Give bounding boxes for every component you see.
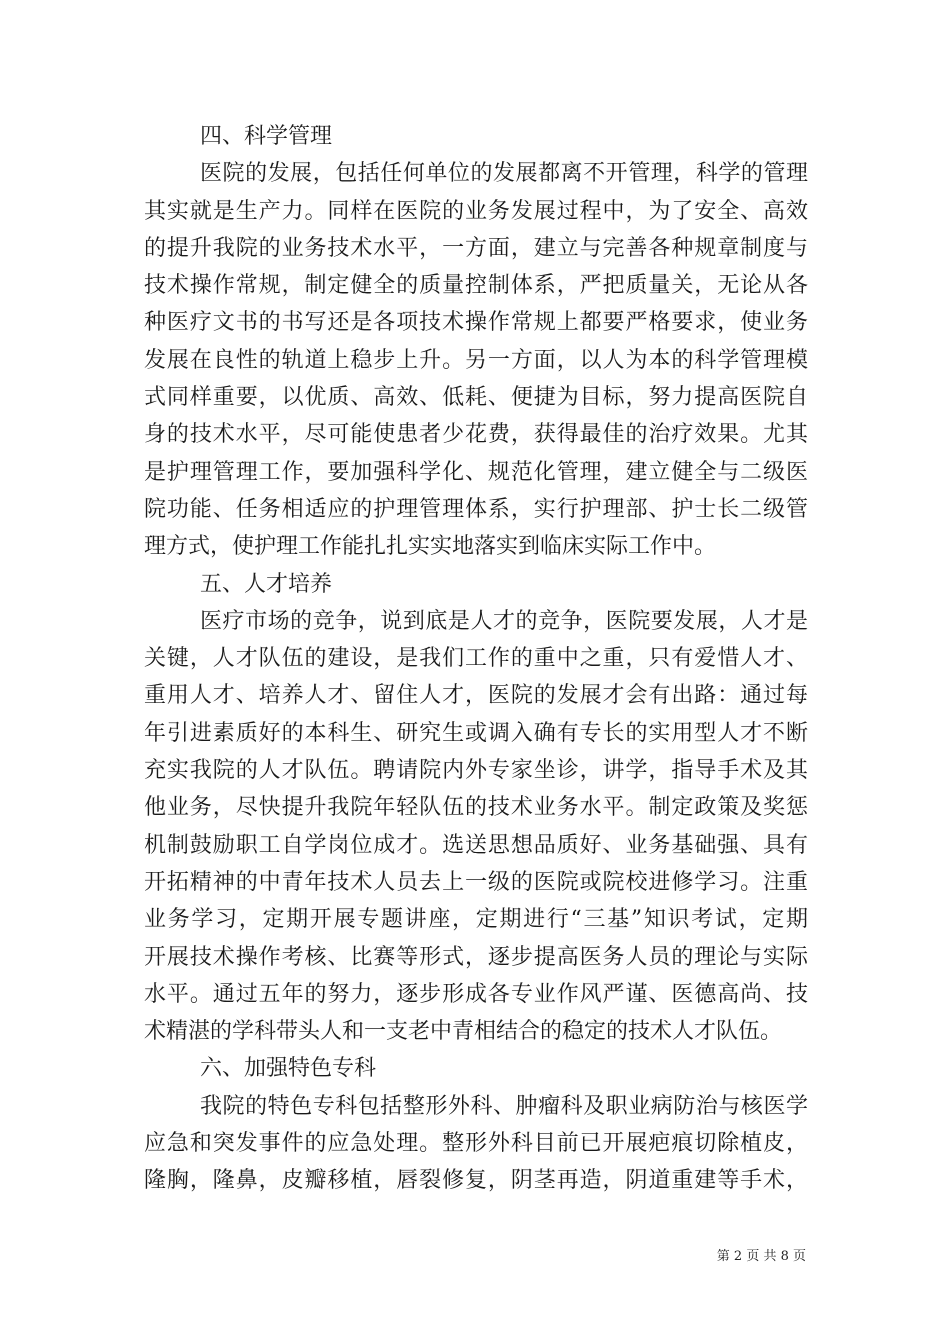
paragraph-line: 隆胸，隆鼻，皮瓣移植，唇裂修复，阴茎再造，阴道重建等手术，: [144, 1168, 808, 1194]
paragraph-line: 院功能、任务相适应的护理管理体系，实行护理部、护士长二级管: [144, 496, 808, 522]
paragraph-line: 业务学习，定期开展专题讲座，定期进行“三基”知识考试，定期: [144, 907, 808, 933]
paragraph-line: 种医疗文书的书写还是各项技术操作常规上都要严格要求，使业务: [144, 310, 808, 336]
paragraph-line: 开展技术操作考核、比赛等形式，逐步提高医务人员的理论与实际: [144, 944, 808, 970]
paragraph-line: 式同样重要，以优质、高效、低耗、便捷为目标，努力提高医院自: [144, 385, 808, 411]
paragraph-line: 应急和突发事件的应急处理。整形外科目前已开展疤痕切除植皮，: [144, 1131, 808, 1157]
paragraph-line: 重用人才、培养人才、留住人才，医院的发展才会有出路：通过每: [144, 683, 808, 709]
paragraph-line: 身的技术水平，尽可能使患者少花费，获得最佳的治疗效果。尤其: [144, 422, 808, 448]
paragraph-line: 我院的特色专科包括整形外科、肿瘤科及职业病防治与核医学: [200, 1093, 808, 1119]
paragraph-line: 年引进素质好的本科生、研究生或调入确有专长的实用型人才不断: [144, 720, 808, 746]
paragraph-line: 开拓精神的中青年技术人员去上一级的医院或院校进修学习。注重: [144, 869, 808, 895]
paragraph-line: 技术操作常规，制定健全的质量控制体系，严把质量关，无论从各: [144, 273, 808, 299]
paragraph-line: 发展在良性的轨道上稳步上升。另一方面，以人为本的科学管理模: [144, 347, 808, 373]
paragraph-line: 的提升我院的业务技术水平，一方面，建立与完善各种规章制度与: [144, 235, 808, 261]
section-heading: 五、人才培养: [200, 571, 333, 597]
document-body: [144, 118, 808, 1200]
paragraph-line: 关键，人才队伍的建设，是我们工作的重中之重，只有爱惜人才、: [144, 646, 808, 672]
section-heading: 六、加强特色专科: [200, 1056, 377, 1082]
paragraph-line: 水平。通过五年的努力，逐步形成各专业作风严谨、医德高尚、技: [144, 981, 808, 1007]
paragraph-line: 其实就是生产力。同样在医院的业务发展过程中，为了安全、高效: [144, 198, 808, 224]
paragraph-line: 机制鼓励职工自学岗位成才。选送思想品质好、业务基础强、具有: [144, 832, 808, 858]
section-heading: 四、科学管理: [200, 124, 333, 149]
paragraph-line: 理方式，使护理工作能扎扎实实地落实到临床实际工作中。: [144, 534, 717, 560]
paragraph-line: 医院的发展，包括任何单位的发展都离不开管理，科学的管理: [200, 161, 808, 187]
paragraph-line: 是护理管理工作，要加强科学化、规范化管理，建立健全与二级医: [144, 459, 808, 485]
paragraph-line: 术精湛的学科带头人和一支老中青相结合的稳定的技术人才队伍。: [144, 1019, 783, 1045]
paragraph-line: 充实我院的人才队伍。聘请院内外专家坐诊，讲学，指导手术及其: [144, 758, 808, 784]
paragraph-line: 他业务，尽快提升我院年轻队伍的技术业务水平。制定政策及奖惩: [144, 795, 808, 821]
page-number-footer: 第 2 页 共 8 页: [716, 1249, 806, 1264]
paragraph-line: 医疗市场的竞争，说到底是人才的竞争，医院要发展，人才是: [200, 608, 808, 634]
